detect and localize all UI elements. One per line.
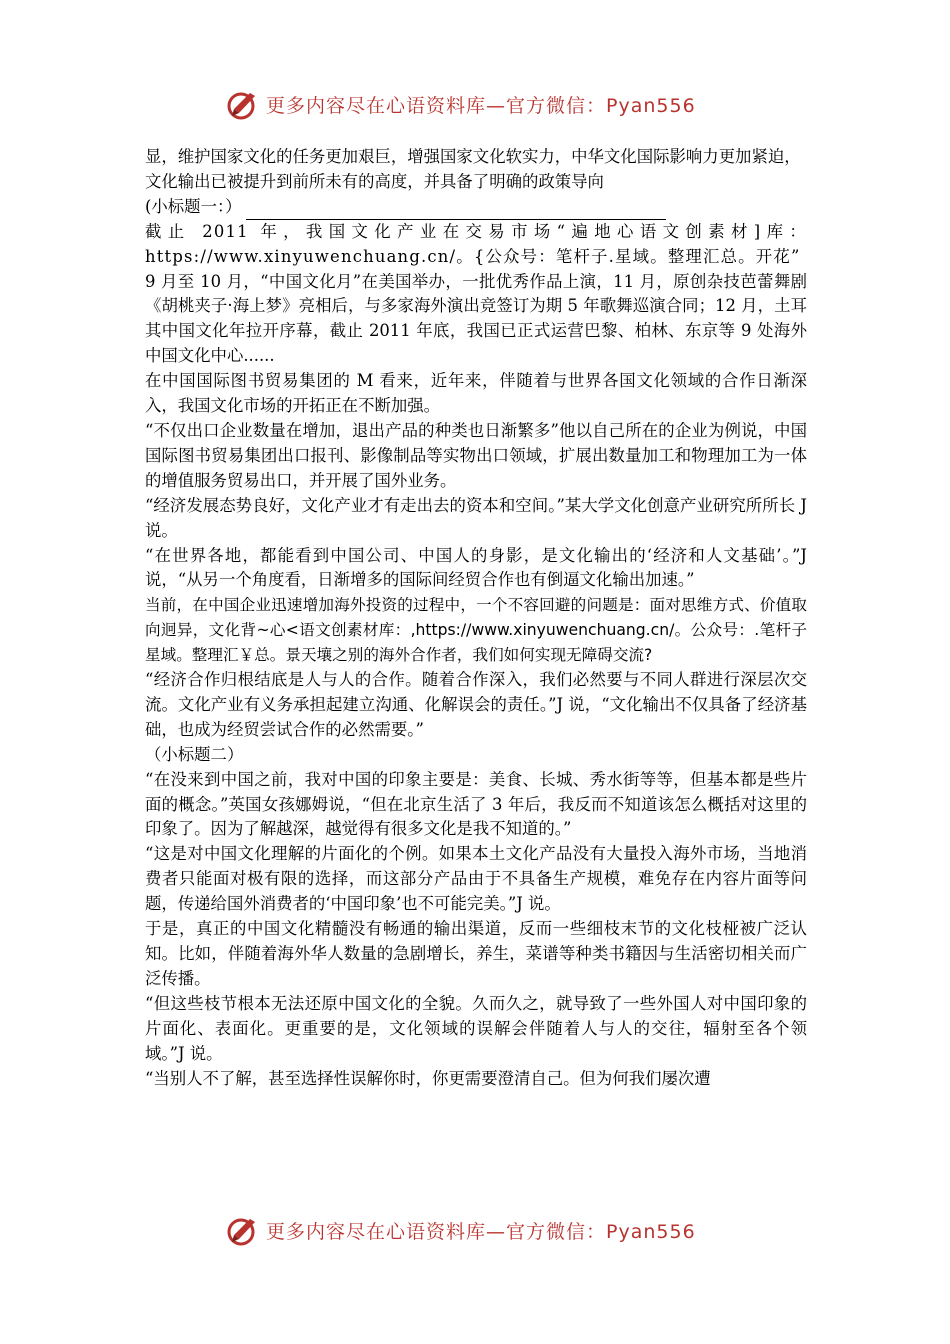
subtitle-one: (小标题一：） <box>145 196 242 216</box>
paragraph: “但这些枝节根本无法还原中国文化的全貌。久而久之，就导致了一些外国人对中国印象的片面化、表面化。更重要的是，文化领域的误解会伴随着人与人的交往，辐射至各个领域。”J 说。 <box>145 993 807 1063</box>
paragraph: “这是对中国文化理解的片面化的个例。如果本土文化产品没有大量投入海外市场，当地消费者只能面对极有限的选择，而这部分产品由于不具备生产规模，难免存在内容片面等问题，传递给国外消费者的‘中国印象’也不可能完美。”J 说。 <box>145 844 807 914</box>
banner-text: 更多内容尽在心语资料库—官方微信：Pyan556 <box>266 1220 696 1243</box>
footer-banner <box>226 1210 696 1250</box>
paragraph: “在世界各地，都能看到中国公司、中国人的身影，是文化输出的‘经济和人文基础’。”J 说，“从另一个角度看，日渐增多的国际间经贸合作也有倒逼文化输出加速。” <box>145 545 807 590</box>
paragraph: 截止 2011 年，我国文化产业在交易市场“遍地心语文创素材]库：https://www.xinyuwenchuang.cn/。{公众号：笔杆子.星域。整理汇总。开花” <box>145 221 807 266</box>
paragraph: “当别人不了解，甚至选择性误解你时，你更需要澄清自己。但为何我们屡次遭 <box>145 1068 711 1088</box>
document-body <box>145 145 807 1091</box>
paragraph: 文化输出已被提升到前所未有的高度，并具备了明确的政策导向 <box>145 171 604 191</box>
paragraph: 在中国国际图书贸易集团的 M 看来，近年来，伴随着与世界各国文化领域的合作日渐深入，我国文化市场的开拓正在不断加强。 <box>145 371 807 416</box>
paragraph: 于是，真正的中国文化精髓没有畅通的输出渠道，反而一些细枝末节的文化枝桠被广泛认知。比如，伴随着海外华人数量的急剧增长，养生，菜谱等种类书籍因与生活密切相关而广泛传播。 <box>145 919 807 988</box>
answer-blank <box>246 203 666 220</box>
paragraph: “不仅出口企业数量在增加，退出产品的种类也日渐繁多”他以自己所在的企业为例说，中国国际图书贸易集团出口报刊、影像制品等实物出口领域，扩展出数量加工和物理加工为一体的增值服务贸易出口，并开展了国外业务。 <box>145 420 807 490</box>
paragraph: 9 月至 10 月，“中国文化月”在美国举办，一批优秀作品上演，11 月，原创杂技芭蕾舞剧《胡桃夹子·海上梦》亮相后，与多家海外演出竞签订为期 5 年歌舞巡演合同；12 月，土耳其中国文化年拉开序幕，截止 2011 年底，我国已正式运营巴黎、柏林、东京等 9 处海外中国文化中心...... <box>145 271 807 366</box>
paragraph: “经济合作归根结底是人与人的合作。随着合作深入，我们必然要与不同人群进行深层次交流。文化产业有义务承担起建立沟通、化解误会的责任。”J 说，“文化输出不仅具备了经济基础，也成为经贸尝试合作的必然需要。” <box>145 670 807 739</box>
paragraph: 显，维护国家文化的任务更加艰巨，增强国家文化软实力，中华文化国际影响力更加紧迫， <box>145 147 801 166</box>
paragraph: 当前，在中国企业迅速增加海外投资的过程中，一个不容回避的问题是：面对思维方式、价值取向迥异，文化背~心<语文创素材库：,https://www.xinyuwenchuang.cn/。公众号：.笔杆子星域。整理汇￥总。景天壤之别的海外合作者，我们如何实现无障碍交流? <box>145 596 807 665</box>
paragraph: “经济发展态势良好，文化产业才有走出去的资本和空间。”某大学文化创意产业研究所所长 J 说。 <box>145 495 807 540</box>
banner-text: 更多内容尽在心语资料库—官方微信：Pyan556 <box>266 94 696 117</box>
pen-on-circle-logo <box>226 87 260 121</box>
pen-on-circle-logo <box>226 1213 260 1247</box>
paragraph: “在没来到中国之前，我对中国的印象主要是：美食、长城、秀水街等等，但基本都是些片面的概念。”英国女孩娜姆说，“但在北京生活了 3 年后，我反而不知道该怎么概括对这里的印象了。因为了解越深，越觉得有很多文化是我不知道的。” <box>145 769 807 839</box>
subtitle-one-line <box>145 195 807 220</box>
subtitle-two: （小标题二） <box>145 744 244 764</box>
header-banner <box>226 84 696 124</box>
